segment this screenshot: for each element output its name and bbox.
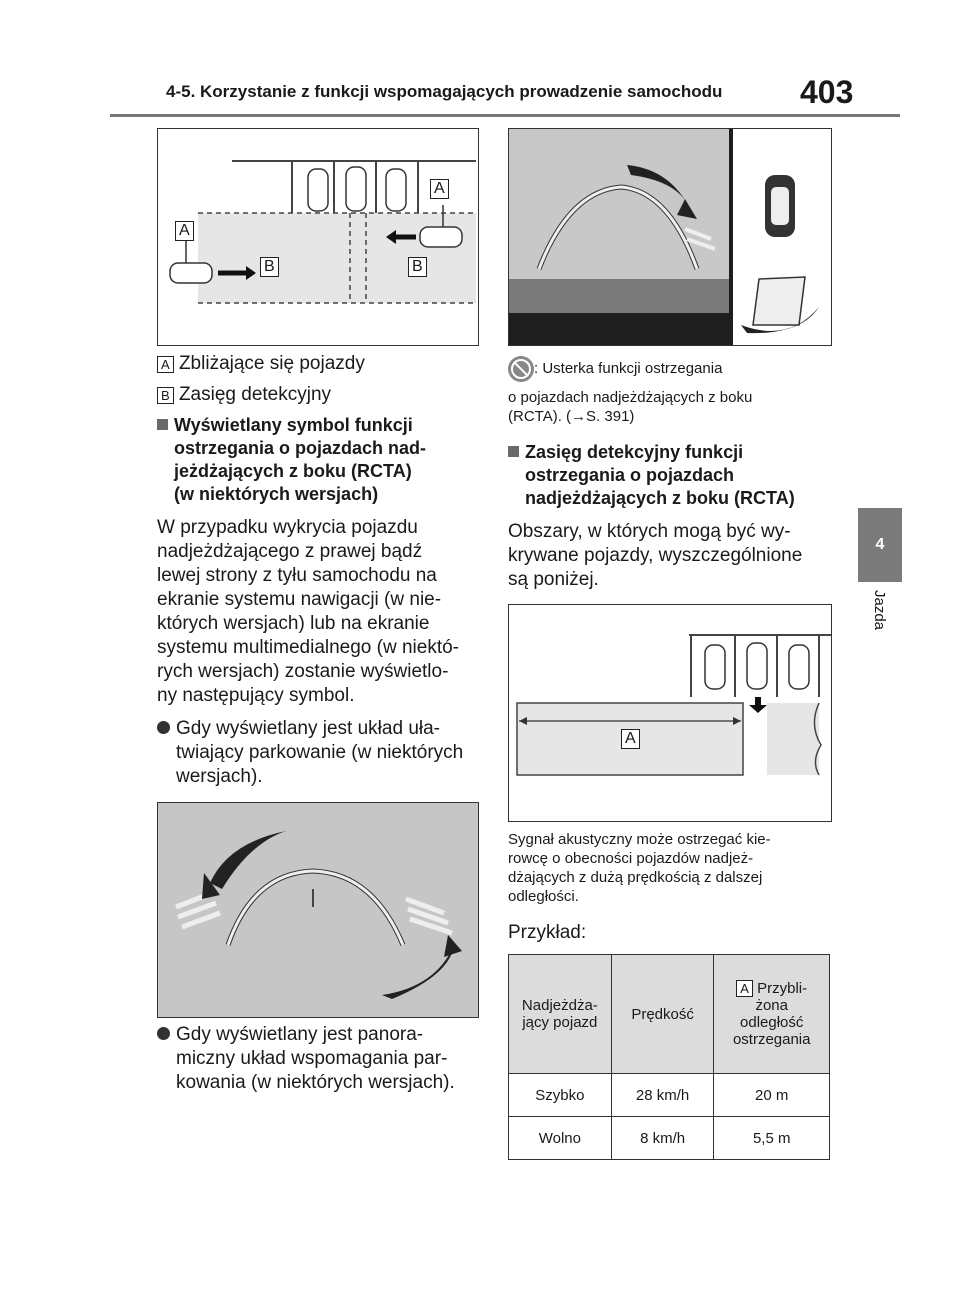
left-heading-line: ostrzegania o pojazdach nad- bbox=[174, 438, 427, 458]
bullet1-line: twiający parkowanie (w niektórych bbox=[176, 742, 464, 763]
right-heading-line: ostrzegania o pojazdach bbox=[525, 465, 735, 485]
left-para-line: rych wersjach) zostanie wyświetlo- bbox=[157, 661, 449, 682]
chapter-label-text: Jazda bbox=[871, 590, 888, 631]
panoramic-view-figure bbox=[508, 128, 832, 346]
left-paragraph bbox=[157, 516, 487, 708]
cell-distance: 5,5 m bbox=[714, 1117, 830, 1160]
legend-b-badge: B bbox=[157, 387, 174, 404]
round-bullet-icon bbox=[157, 721, 170, 734]
bullet2-line: Gdy wyświetlany jest panora- bbox=[176, 1024, 424, 1045]
detection-zone-figure bbox=[157, 128, 479, 346]
col-distance-header-line: ostrzegania bbox=[732, 1031, 811, 1048]
left-para-line: ny następujący symbol. bbox=[157, 685, 355, 706]
left-heading-line: Wyświetlany symbol funkcji bbox=[174, 415, 413, 435]
table-header-row bbox=[509, 955, 830, 1074]
bullet2-line: miczny układ wspomagania par- bbox=[176, 1048, 448, 1069]
table-row bbox=[509, 1074, 830, 1117]
malfunction-line: : Usterka funkcji ostrzegania bbox=[534, 359, 723, 377]
section-title: 4-5. Korzystanie z funkcji wspomagających prowadzenie samochodu bbox=[166, 82, 723, 101]
cell-vehicle: Szybko bbox=[509, 1074, 612, 1117]
col-distance-header-line: Przybli- bbox=[757, 980, 808, 997]
square-bullet-icon bbox=[508, 446, 519, 457]
fig4-label-a: A bbox=[621, 729, 640, 749]
malfunction-line: (RCTA). (→S. 391) bbox=[508, 408, 635, 425]
col-vehicle-header: Nadjeżdża- jący pojazd bbox=[509, 955, 612, 1074]
fig1-label-b-right: B bbox=[408, 257, 427, 277]
fig1-label-a-left: A bbox=[175, 221, 194, 241]
chapter-tab: 4 bbox=[858, 508, 902, 582]
legend-a-text: Zbliżające się pojazdy bbox=[178, 353, 365, 374]
malfunction-note bbox=[508, 356, 838, 426]
chapter-label bbox=[866, 590, 894, 650]
col-distance-header-line: żona bbox=[755, 997, 788, 1014]
note-line: Sygnał akustyczny może ostrzegać kie- bbox=[508, 831, 771, 848]
left-para-line: W przypadku wykrycia pojazdu bbox=[157, 517, 418, 538]
cell-distance: 20 m bbox=[714, 1074, 830, 1117]
bullet2-line: kowania (w niektórych wersjach). bbox=[176, 1072, 455, 1093]
col-distance-header-line: odległość bbox=[740, 1014, 804, 1031]
prohibited-icon bbox=[508, 356, 534, 382]
page-number: 403 bbox=[800, 74, 854, 110]
left-bullet-1 bbox=[157, 717, 487, 789]
cell-speed: 28 km/h bbox=[611, 1074, 714, 1117]
parking-assist-display-figure bbox=[157, 802, 479, 1018]
col-speed-header: Prędkość bbox=[611, 955, 714, 1074]
col-distance-header bbox=[714, 955, 830, 1074]
note-line: dżających z dużą prędkością z dalszej bbox=[508, 869, 763, 886]
left-bullet-2 bbox=[157, 1023, 487, 1095]
left-para-line: systemu multimedialnego (w niektó- bbox=[157, 637, 460, 658]
right-paragraph bbox=[508, 520, 838, 592]
left-para-line: nadjeżdżającego z prawej bądź bbox=[157, 541, 423, 562]
note-line: rowcę o obecności pojazdów nadjeż- bbox=[508, 850, 754, 867]
col-distance-badge: A bbox=[736, 980, 753, 997]
legend-b-text: Zasięg detekcyjny bbox=[178, 384, 332, 405]
panoramic-view-drawing bbox=[509, 129, 831, 345]
fig1-label-a-right: A bbox=[430, 179, 449, 199]
legend-b bbox=[157, 383, 331, 407]
malfunction-line: o pojazdach nadjeżdżających z boku bbox=[508, 389, 753, 406]
fig1-label-b-left: B bbox=[260, 257, 279, 277]
left-para-line: ekranie systemu nawigacji (w nie- bbox=[157, 589, 442, 610]
right-heading-line: Zasięg detekcyjny funkcji bbox=[525, 442, 744, 462]
legend-a-badge: A bbox=[157, 356, 174, 373]
bullet1-line: Gdy wyświetlany jest układ uła- bbox=[176, 718, 440, 739]
table-row bbox=[509, 1117, 830, 1160]
square-bullet-icon bbox=[157, 419, 168, 430]
left-heading-line: jeżdżających z boku (RCTA) bbox=[174, 461, 412, 481]
left-heading-line: (w niektórych wersjach) bbox=[174, 484, 379, 504]
right-heading-line: nadjeżdżających z boku (RCTA) bbox=[525, 488, 795, 508]
right-para-line: krywane pojazdy, wyszczególnione bbox=[508, 545, 803, 566]
example-label: Przykład: bbox=[508, 922, 587, 943]
detection-zone-drawing bbox=[158, 129, 478, 345]
detection-area-figure bbox=[508, 604, 832, 822]
cell-speed: 8 km/h bbox=[611, 1117, 714, 1160]
legend-a bbox=[157, 352, 365, 376]
detection-area-drawing bbox=[509, 605, 831, 821]
left-heading bbox=[157, 414, 477, 506]
round-bullet-icon bbox=[157, 1027, 170, 1040]
cell-vehicle: Wolno bbox=[509, 1117, 612, 1160]
header-rule bbox=[110, 114, 900, 117]
parking-assist-drawing bbox=[158, 803, 478, 1017]
right-para-line: są poniżej. bbox=[508, 569, 599, 590]
left-para-line: których wersjach) lub na ekranie bbox=[157, 613, 430, 634]
right-heading bbox=[508, 441, 838, 510]
left-para-line: lewej strony z tyłu samochodu na bbox=[157, 565, 437, 586]
bullet1-line: wersjach). bbox=[176, 766, 263, 787]
acoustic-note bbox=[508, 830, 838, 906]
note-line: odległości. bbox=[508, 888, 579, 905]
right-para-line: Obszary, w których mogą być wy- bbox=[508, 521, 791, 542]
example-table bbox=[508, 954, 830, 1160]
